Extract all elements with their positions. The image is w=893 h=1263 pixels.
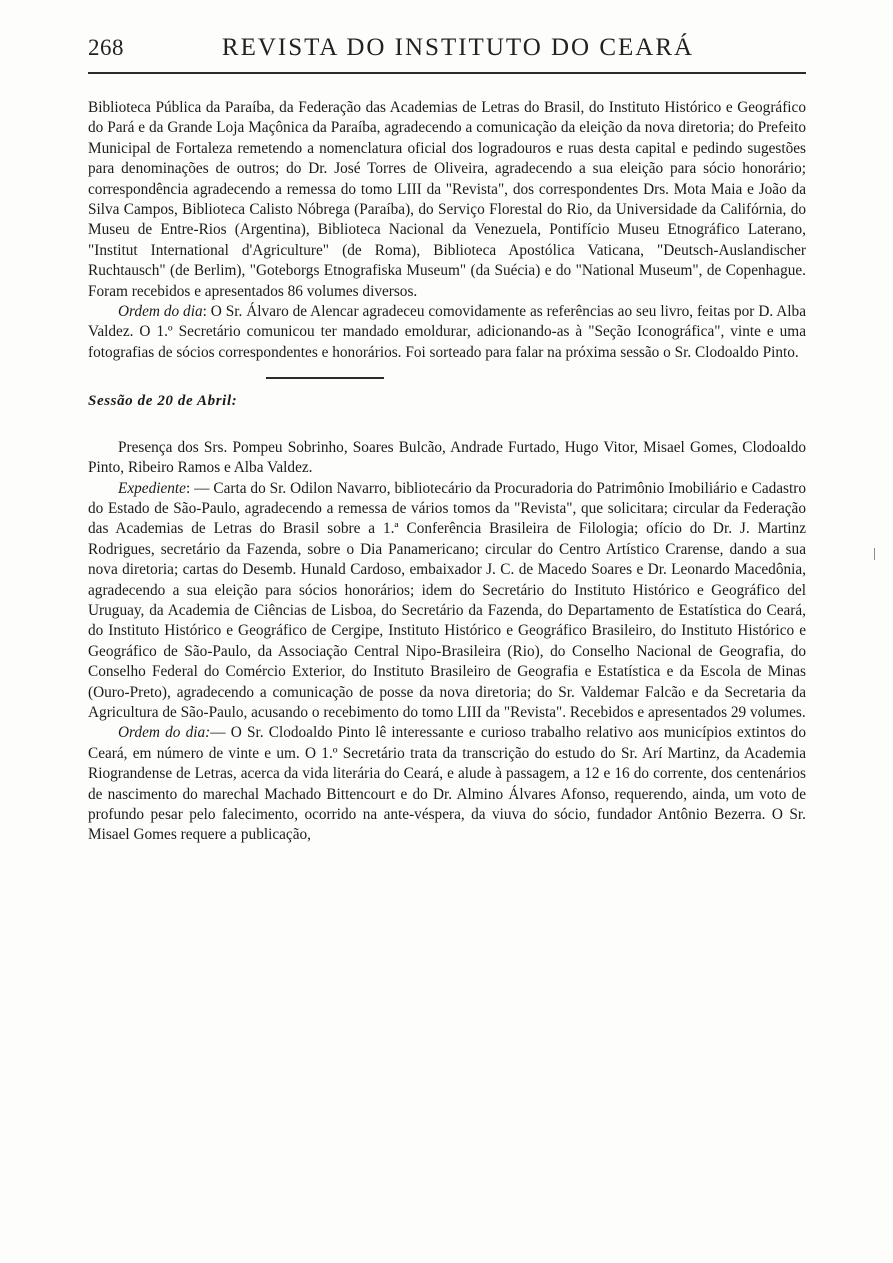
section-divider [266, 377, 384, 379]
paragraph-ordem-do-dia-1 [88, 302, 806, 363]
expediente-text: : — Carta do Sr. Odilon Navarro, bibliotecário da Procuradoria do Patrimônio Imobiliário e Cadastro do Estado de São-Paulo, agradecendo a remessa de vários tomos da "Revista", que solicitara; circular da Federação das Academias de Letras do Brasil sobre a 1.ª Conferência Brasileira de Filologia; ofício do Dr. J. Martinz Rodrigues, secretário da Fazenda, sobre o Dia Panamericano; circular do Centro Artístico Crarense, dando a sua nova diretoria; cartas do Desemb. Hunald Cardoso, embaixador J. C. de Macedo Soares e Dr. Leonardo Macedônia, agradecendo a sua eleição para sócios honorários; idem do Secretário do Instituto Histórico e Geográfico del Uruguay, da Academia de Ciências de Lisboa, do Secretário da Fazenda, do Departamento de Estatística do Ceará, do Instituto Histórico e Geográfico de Cergipe, Instituto Histórico e Geográfico Brasileiro, do Instituto Histórico e Geográfico de São-Paulo, da Associação Central Nipo-Brasileira (Rio), do Conselho Nacional de Geografia, do Conselho Federal do Comércio Exterior, do Instituto Brasileiro de Geografia e Estatística e da Escola de Minas (Ouro-Preto), agradecendo a comunicação de posse da nova diretoria; do Sr. Valdemar Falcão e da Secretaria da Agricultura de São-Paulo, acusando o recebimento do tomo LIII da "Revista". Recebidos e apresentados 29 volumes. [88, 479, 806, 721]
paragraph-ordem-do-dia-2 [88, 723, 806, 845]
expediente-label: Expediente [118, 479, 186, 497]
paragraph-minutes-correspondence: Biblioteca Pública da Paraíba, da Federação das Academias de Letras do Brasil, do Instituto Histórico e Geográfico do Pará e da Grande Loja Maçônica da Paraíba, agradecendo a comunicação da eleição da nova diretoria; do Prefeito Municipal de Fortaleza remetendo a nomenclatura oficial dos logradouros e ruas desta capital e pedindo sugestões para denominações de outros; do Dr. José Torres de Oliveira, agradecendo a sua eleição para sócio honorário; correspondência agradecendo a remessa do tomo LIII da "Revista", dos correspondentes Drs. Mota Maia e João da Silva Campos, Biblioteca Calisto Nóbrega (Paraíba), do Serviço Florestal do Rio, da Universidade da Califórnia, do Museu de Entre-Rios (Argentina), Biblioteca Nacional da Venezuela, Pontifício Museu Etnográfico Laterano, "Institut International d'Agriculture" (de Roma), Biblioteca Apostólica Vaticana, "Deutsch-Auslandischer Ruchtausch" (de Berlim), "Goteborgs Etnografiska Museum" (da Suécia) e do "National Museum", de Copenhague. Foram recebidos e apresentados 86 volumes diversos. [88, 99, 806, 300]
session-heading: Sessão de 20 de Abril: [88, 393, 238, 410]
ordem-do-dia-text-2: — O Sr. Clodoaldo Pinto lê interessante e curioso trabalho relativo aos municípios extintos do Ceará, em número de vinte e um. O 1.º Secretário trata da transcrição do estudo do Sr. Arí Martinz, da Academia Riograndense de Letras, acerca da vida literária do Ceará, e alude à passagem, a 12 e 16 do corrente, dos centenários de nascimento do marechal Machado Bittencourt e do Dr. Almino Álvares Afonso, requerendo, ainda, um voto de profundo pesar pelo falecimento, ocorrido na ante-véspera, da viuva do sócio, fundador Antônio Bezerra. O Sr. Misael Gomes requere a publicação, [88, 724, 806, 844]
running-title: REVISTA DO INSTITUTO DO CEARÁ [221, 34, 695, 61]
header-rule [88, 72, 806, 74]
ordem-do-dia-label-1: Ordem do dia [118, 303, 203, 321]
paragraph-attendance: Presença dos Srs. Pompeu Sobrinho, Soares Bulcão, Andrade Furtado, Hugo Vitor, Misael Gomes, Clodoaldo Pinto, Ribeiro Ramos e Alba Valdez. [88, 438, 806, 477]
paragraph-expediente [88, 479, 806, 724]
page-header [88, 34, 808, 62]
page-number: 268 [88, 35, 124, 60]
ordem-do-dia-text-1: : O Sr. Álvaro de Alencar agradeceu comovidamente as referências ao seu livro, feitas por D. Alba Valdez. O 1.º Secretário comunicou ter mandado emoldurar, adicionando-as à "Seção Iconográfica", vinte e uma fotografias de sócios correspondentes e honorários. Foi sorteado para falar na próxima sessão o Sr. Clodoaldo Pinto. [88, 303, 806, 361]
body-text [88, 98, 806, 846]
margin-tick-mark [874, 548, 875, 560]
ordem-do-dia-label-2: Ordem do dia: [118, 724, 211, 742]
